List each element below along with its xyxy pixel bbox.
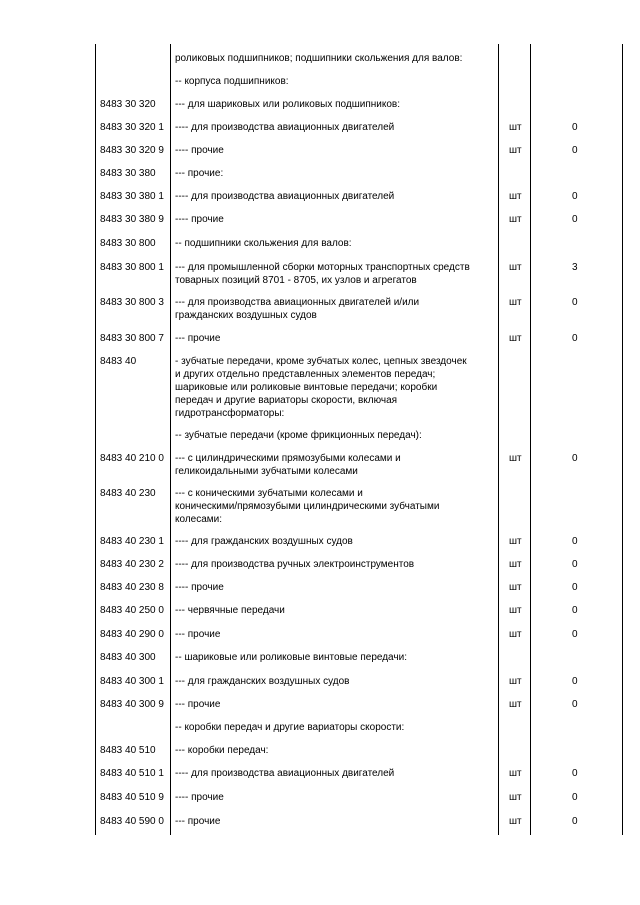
column-border-right [622,44,623,835]
item-description [175,296,419,322]
description-line: --- коробки передач: [175,745,269,756]
unit-of-measure: шт [509,816,522,827]
tariff-code: 8483 30 320 1 [100,122,164,133]
tariff-code: 8483 30 320 [100,99,156,110]
duty-rate: 0 [572,333,578,344]
tariff-code: 8483 40 300 [100,652,156,663]
unit-of-measure: шт [509,768,522,779]
description-line: --- с коническими зубчатыми колесами и [175,488,363,499]
unit-of-measure: шт [509,145,522,156]
tariff-code: 8483 30 320 9 [100,145,164,156]
tariff-code: 8483 40 230 1 [100,536,164,547]
unit-of-measure: шт [509,699,522,710]
unit-of-measure: шт [509,676,522,687]
item-description [175,767,394,780]
item-description [175,558,414,571]
item-description [175,237,352,250]
item-description [175,429,422,442]
duty-rate: 0 [572,214,578,225]
unit-of-measure: шт [509,582,522,593]
item-description [175,675,350,688]
tariff-code: 8483 40 [100,356,137,367]
unit-of-measure: шт [509,792,522,803]
unit-of-measure: шт [509,191,522,202]
description-line: ---- прочие [175,582,224,593]
item-description [175,452,401,478]
item-description [175,52,462,65]
description-line: товарных позиций 8701 - 8705, их узлов и агрегатов [175,275,417,286]
tariff-code: 8483 40 510 1 [100,768,164,779]
column-border-code-desc [170,44,171,835]
duty-rate: 0 [572,816,578,827]
item-description [175,628,220,641]
item-description [175,144,224,157]
description-line: ---- для производства авиационных двигателей [175,122,395,133]
description-line: ---- прочие [175,792,224,803]
description-line: --- прочие [175,333,221,344]
description-line: ---- для производства авиационных двигателей [175,191,395,202]
duty-rate: 3 [572,262,578,273]
tariff-code: 8483 40 300 1 [100,676,164,687]
unit-of-measure: шт [509,629,522,640]
tariff-code: 8483 30 800 [100,238,156,249]
duty-rate: 0 [572,453,578,464]
tariff-code: 8483 30 800 7 [100,333,164,344]
item-description [175,698,220,711]
tariff-code: 8483 40 250 0 [100,605,164,616]
unit-of-measure: шт [509,262,522,273]
description-line: -- коробки передач и другие вариаторы скорости: [175,722,405,733]
description-line: --- с цилиндрическими прямозубыми колесами и [175,453,401,464]
unit-of-measure: шт [509,214,522,225]
column-border-unit-duty [530,44,531,835]
column-border-left [95,44,96,835]
tariff-code: 8483 40 230 [100,488,156,499]
description-line: --- прочие [175,816,221,827]
description-line: и других отдельно представленных элементов передач; [175,369,436,380]
description-line: --- прочие [175,699,221,710]
description-line: -- шариковые или роликовые винтовые передачи: [175,652,407,663]
duty-rate: 0 [572,582,578,593]
item-description [175,261,470,287]
description-line: --- для шариковых или роликовых подшипников: [175,99,400,110]
duty-rate: 0 [572,145,578,156]
item-description [175,815,220,828]
duty-rate: 0 [572,536,578,547]
tariff-code: 8483 40 230 2 [100,559,164,570]
duty-rate: 0 [572,768,578,779]
item-description [175,355,467,420]
tariff-code: 8483 40 510 9 [100,792,164,803]
unit-of-measure: шт [509,605,522,616]
unit-of-measure: шт [509,297,522,308]
description-line: ---- для гражданских воздушных судов [175,536,353,547]
unit-of-measure: шт [509,453,522,464]
duty-rate: 0 [572,629,578,640]
duty-rate: 0 [572,699,578,710]
description-line: геликоидальными зубчатыми колесами [175,466,358,477]
item-description [175,744,268,757]
description-line: -- зубчатые передачи (кроме фрикционных передач): [175,430,422,441]
description-line: ---- для производства авиационных двигателей [175,768,395,779]
description-line: ---- прочие [175,214,224,225]
description-line: коническими/прямозубыми цилиндрическими зубчатыми [175,501,440,512]
description-line: --- прочие [175,629,221,640]
tariff-code: 8483 40 300 9 [100,699,164,710]
unit-of-measure: шт [509,333,522,344]
item-description [175,487,439,526]
tariff-code: 8483 30 380 9 [100,214,164,225]
description-line: --- для гражданских воздушных судов [175,676,350,687]
unit-of-measure: шт [509,122,522,133]
tariff-code: 8483 30 800 3 [100,297,164,308]
item-description [175,121,394,134]
tariff-code: 8483 30 380 [100,168,156,179]
item-description [175,791,224,804]
description-line: шариковые или роликовые винтовые передачи; коробки [175,382,438,393]
duty-rate: 0 [572,297,578,308]
description-line: гражданских воздушных судов [175,310,317,321]
description-line: колесами: [175,514,223,525]
item-description [175,535,353,548]
description-line: --- для производства авиационных двигателей и/или [175,297,420,308]
description-line: --- прочие: [175,168,224,179]
duty-rate: 0 [572,792,578,803]
unit-of-measure: шт [509,536,522,547]
duty-rate: 0 [572,191,578,202]
item-description [175,332,220,345]
description-line: -- корпуса подшипников: [175,76,289,87]
item-description [175,98,400,111]
description-line: ---- прочие [175,145,224,156]
description-line: роликовых подшипников; подшипники скольжения для валов: [175,53,463,64]
tariff-code: 8483 40 290 0 [100,629,164,640]
tariff-code: 8483 40 210 0 [100,453,164,464]
description-line: гидротрансформаторы: [175,408,285,419]
duty-rate: 0 [572,122,578,133]
item-description [175,604,285,617]
description-line: --- червячные передачи [175,605,285,616]
description-line: передач и другие вариаторы скорости, включая [175,395,398,406]
tariff-code: 8483 40 230 8 [100,582,164,593]
tariff-code: 8483 40 510 [100,745,156,756]
item-description [175,213,224,226]
duty-rate: 0 [572,676,578,687]
item-description [175,75,289,88]
unit-of-measure: шт [509,559,522,570]
duty-rate: 0 [572,559,578,570]
description-line: --- для промышленной сборки моторных транспортных средств [175,262,470,273]
description-line: -- подшипники скольжения для валов: [175,238,352,249]
duty-rate: 0 [572,605,578,616]
description-line: - зубчатые передачи, кроме зубчатых колес, цепных звездочек [175,356,467,367]
item-description [175,651,407,664]
item-description [175,581,224,594]
column-border-desc-unit [498,44,499,835]
item-description [175,167,223,180]
description-line: ---- для производства ручных электроинструментов [175,559,415,570]
item-description [175,721,404,734]
tariff-code: 8483 30 380 1 [100,191,164,202]
tariff-code: 8483 30 800 1 [100,262,164,273]
item-description [175,190,394,203]
tariff-code: 8483 40 590 0 [100,816,164,827]
